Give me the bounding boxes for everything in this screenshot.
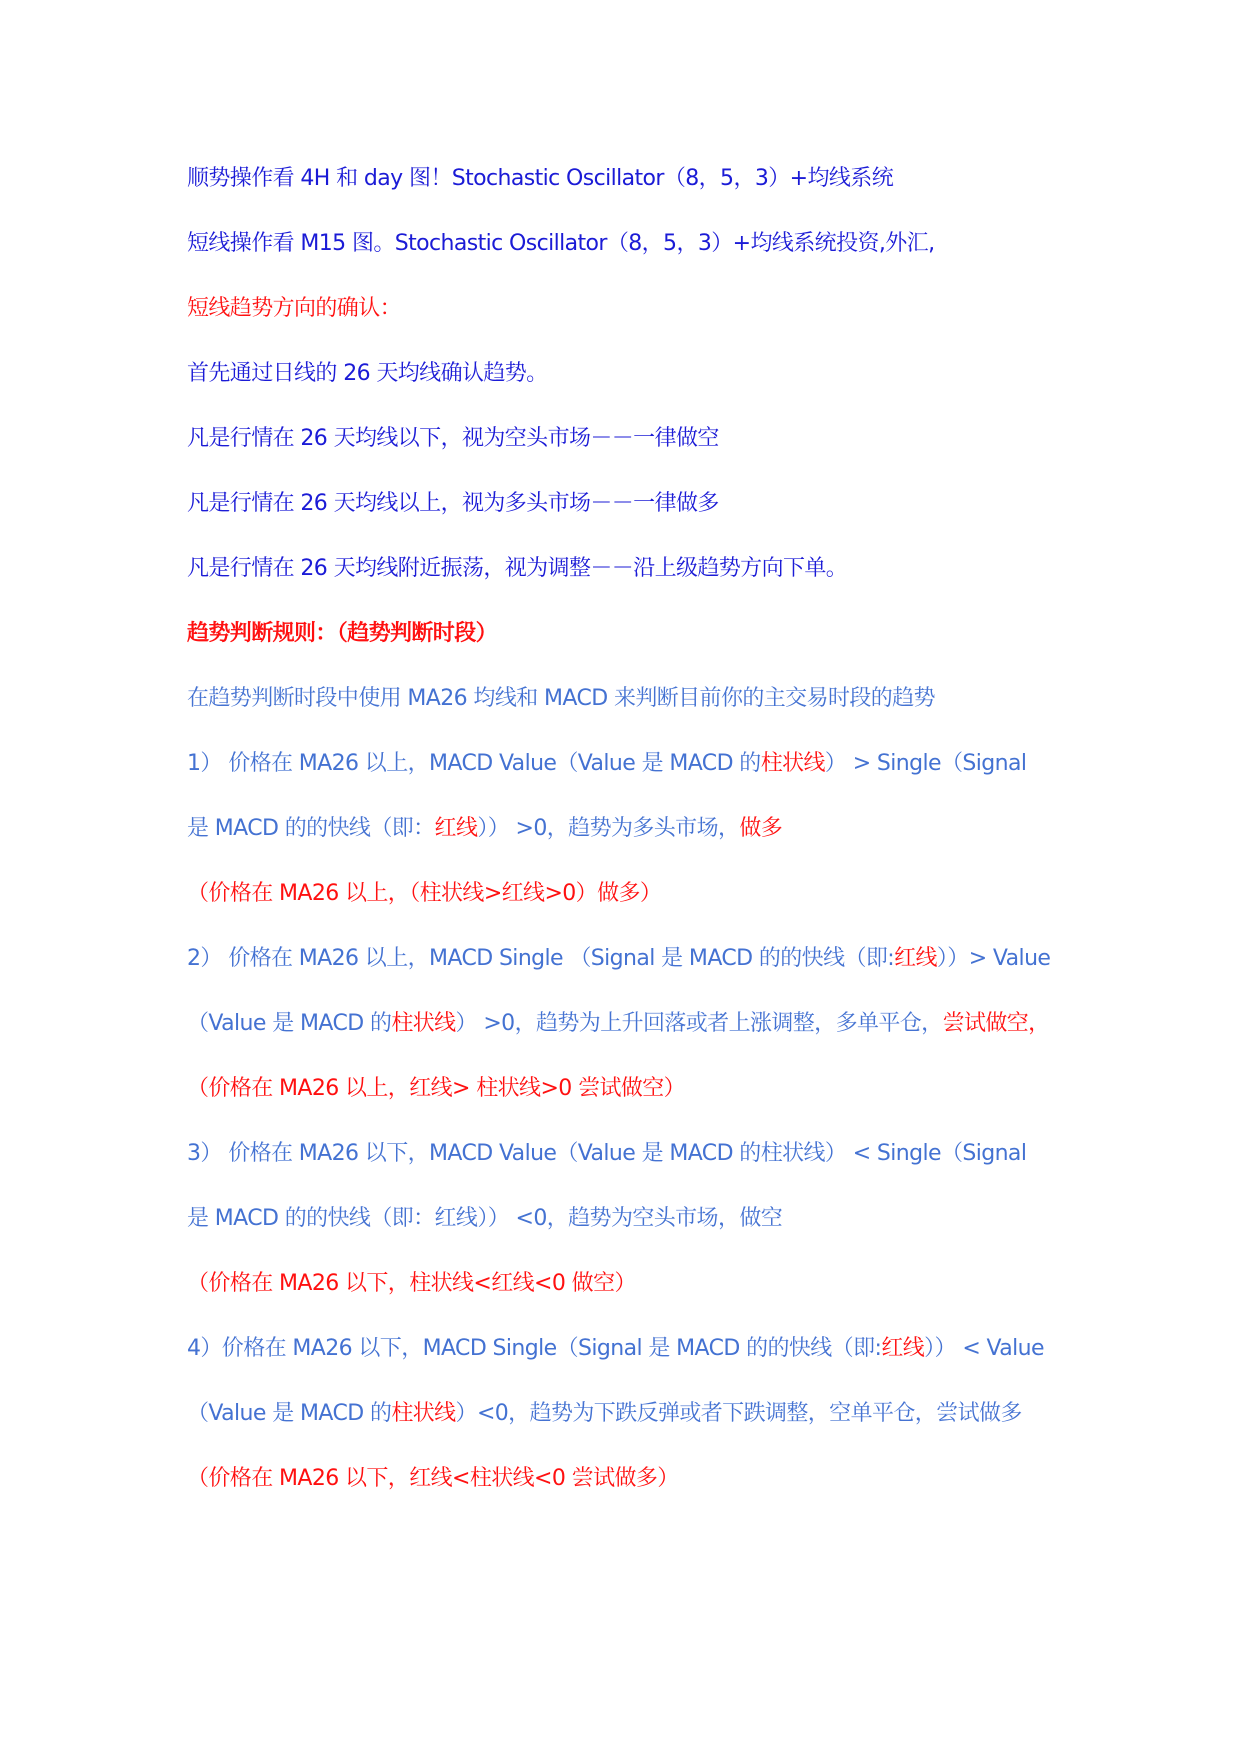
line-12-seg-1: （价格在 MA26 以上，（柱状线>红线>0）做多） bbox=[187, 881, 662, 906]
line-11-seg-1: 是 MACD 的的快线（即： bbox=[187, 816, 435, 841]
line-2-seg-1: 短线操作看 M15 图。Stochastic Oscillator（8，5，3）+均线系统投资,外汇, bbox=[187, 231, 935, 256]
line-11-seg-2: 红线 bbox=[434, 816, 478, 841]
line-19-seg-3: ）） < Value bbox=[924, 1336, 1044, 1361]
rule-4-line-2 bbox=[187, 1401, 1087, 1466]
line-14-seg-4: 尝试做空， bbox=[942, 1011, 1050, 1036]
line-6-seg-1: 凡是行情在 26 天均线以上，视为多头市场－－一律做多 bbox=[187, 491, 719, 516]
line-13-seg-2: 红线 bbox=[894, 946, 937, 971]
line-10-seg-3: ） > Single（Signal bbox=[824, 751, 1027, 776]
rule-3-line-2 bbox=[187, 1206, 1087, 1271]
line-10-seg-1: 1） 价格在 MA26 以上，MACD Value（Value 是 MACD 的 bbox=[187, 751, 761, 776]
line-11-seg-3: ）） >0，趋势为多头市场， bbox=[477, 816, 740, 841]
line-14-seg-1: （Value 是 MACD 的 bbox=[187, 1011, 392, 1036]
line-18-seg-1: （价格在 MA26 以下，柱状线<红线<0 做空） bbox=[187, 1271, 636, 1296]
text-line-9 bbox=[187, 686, 1087, 751]
line-15-seg-1: （价格在 MA26 以上，红线> 柱状线>0 尝试做空） bbox=[187, 1076, 686, 1101]
rule-2-line-1 bbox=[187, 946, 1087, 1011]
line-9-seg-1: 在趋势判断时段中使用 MA26 均线和 MACD 来判断目前你的主交易时段的趋势 bbox=[187, 686, 935, 711]
line-21-seg-1: （价格在 MA26 以下，红线<柱状线<0 尝试做多） bbox=[187, 1466, 679, 1491]
line-19-seg-1: 4）价格在 MA26 以下，MACD Single（Signal 是 MACD 的的快线（即: bbox=[187, 1336, 882, 1361]
text-line-1 bbox=[187, 166, 1087, 231]
line-16-seg-1: 3） 价格在 MA26 以下，MACD Value（Value 是 MACD 的柱状线） < Single（Signal bbox=[187, 1141, 1027, 1166]
line-13-seg-1: 2） 价格在 MA26 以上，MACD Single （Signal 是 MACD 的的快线（即: bbox=[187, 946, 895, 971]
rule-1-line-2 bbox=[187, 816, 1087, 881]
line-11-seg-4: 做多 bbox=[739, 816, 783, 841]
line-17-seg-1: 是 MACD 的的快线（即：红线）） <0，趋势为空头市场，做空 bbox=[187, 1206, 783, 1231]
text-line-4 bbox=[187, 361, 1087, 426]
line-13-seg-3: ））> Value bbox=[936, 946, 1051, 971]
rule-3-summary bbox=[187, 1271, 1087, 1336]
section-heading bbox=[187, 621, 1087, 686]
document-body bbox=[187, 166, 1087, 1531]
rule-2-line-2 bbox=[187, 1011, 1087, 1076]
line-20-seg-1: （Value 是 MACD 的 bbox=[187, 1401, 392, 1426]
line-10-seg-2: 柱状线 bbox=[760, 751, 825, 776]
line-3-seg-1: 短线趋势方向的确认： bbox=[187, 296, 402, 321]
line-19-seg-2: 红线 bbox=[881, 1336, 925, 1361]
line-14-seg-2: 柱状线 bbox=[391, 1011, 456, 1036]
rule-1-line-1 bbox=[187, 751, 1087, 816]
line-20-seg-3: ）<0，趋势为下跌反弹或者下跌调整，空单平仓，尝试做多 bbox=[455, 1401, 1022, 1426]
rule-4-summary bbox=[187, 1466, 1087, 1531]
rule-4-line-1 bbox=[187, 1336, 1087, 1401]
line-14-seg-3: ） >0，趋势为上升回落或者上涨调整，多单平仓， bbox=[455, 1011, 943, 1036]
line-7-seg-1: 凡是行情在 26 天均线附近振荡，视为调整－－沿上级趋势方向下单。 bbox=[187, 556, 848, 581]
rule-2-summary bbox=[187, 1076, 1087, 1141]
line-8-seg-1: 趋势判断规则：（趋势判断时段） bbox=[187, 621, 498, 646]
line-4-seg-1: 首先通过日线的 26 天均线确认趋势。 bbox=[187, 361, 548, 386]
line-1-seg-1: 顺势操作看 4H 和 day 图！Stochastic Oscillator（8，5，3）+均线系统 bbox=[187, 166, 894, 191]
text-line-3 bbox=[187, 296, 1087, 361]
text-line-2 bbox=[187, 231, 1087, 296]
text-line-6 bbox=[187, 491, 1087, 556]
text-line-7 bbox=[187, 556, 1087, 621]
rule-3-line-1 bbox=[187, 1141, 1087, 1206]
line-20-seg-2: 柱状线 bbox=[391, 1401, 456, 1426]
text-line-5 bbox=[187, 426, 1087, 491]
rule-1-summary bbox=[187, 881, 1087, 946]
line-5-seg-1: 凡是行情在 26 天均线以下，视为空头市场－－一律做空 bbox=[187, 426, 719, 451]
